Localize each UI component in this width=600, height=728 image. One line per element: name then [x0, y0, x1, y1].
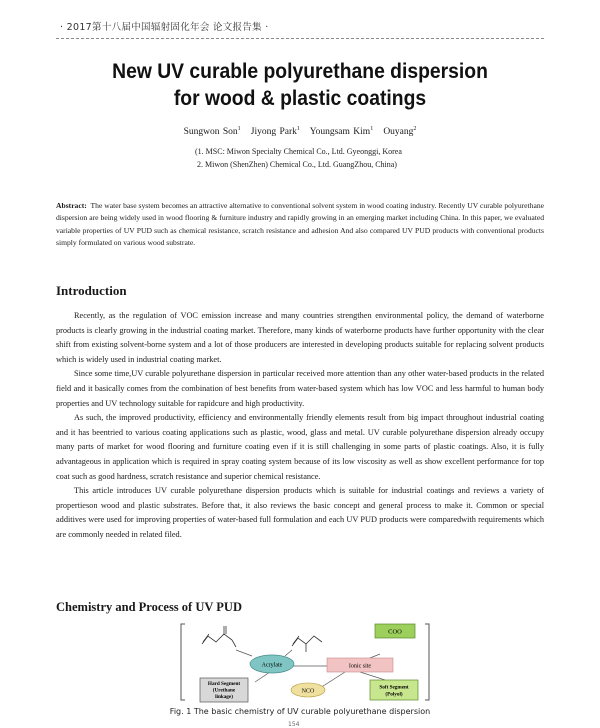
abstract-text: The water base system becomes an attractive alternative to conventional solvent system in wood coating industry. Recently UV curable polyurethane dispersion are being widely used in wood flooring & furniture industry and rapidly growing in an emerging market including China. In this paper, we evaluated variable properties of UV PUD such as chemical resistance, scratch resistance and adhesion And also compared UV PUD products with conventional products simply formulated on various wood substrate.: [56, 201, 544, 247]
soft-segment-label-2: (Polyol): [385, 691, 403, 698]
paragraph: Recently, as the regulation of VOC emission increase and many countries strengthen environmental policy, the demand of waterborne products is clearly growing in the industrial coating market. Therefore, many kinds of waterborne products have further opportunity with the clear shift from existing solvent-borne system and a lot of those producers are interested in developing products suitable for replacing solvent products which is widely used in industrial coating market.: [56, 311, 544, 364]
author-name: Jiyong Park: [250, 127, 297, 138]
figure-caption: Fig. 1 The basic chemistry of UV curable polyurethane dispersion: [169, 707, 431, 716]
chemistry-figure: [180, 620, 430, 704]
paper-title: [61, 58, 539, 112]
title-line-2: for wood & plastic coatings: [173, 87, 427, 110]
ionic-site-label: Ionic site: [348, 663, 372, 670]
author-list: [0, 126, 600, 137]
right-bracket: [425, 624, 429, 700]
left-bracket: [181, 624, 185, 700]
author-affil-mark: 1: [370, 126, 374, 132]
paragraph: Since some time,UV curable polyurethane dispersion in particular received more attention than any other water-based products in the related field and it basically comes from the combination of best benefits from water-based system which has low VOC and less harmful to human body properties and UV technology suitable for rapidcure and high productivity.: [56, 369, 544, 408]
hard-segment-label-1: Hard Segment: [207, 681, 241, 687]
paragraph: This article introduces UV curable polyurethane dispersion products which is suitable for industrial coatings and reviews a variety of propertieson wood and plastic substrates. Before that, it also reviews the basic concept and general process to make it. Common or special additives were used for improving properties of water-based full formulation and each UV PUD products were comparedwith requirements which are commonly needed in related filed.: [56, 486, 544, 539]
author-affil-mark: 1: [237, 126, 241, 132]
nco-label: NCO: [301, 688, 315, 695]
affiliation-line: (1. MSC: Miwon Specialty Chemical Co., Ltd. Gyeonggi, Korea: [195, 147, 402, 156]
running-header: · 2017第十八届中国辐射固化年会 论文报告集 ·: [60, 22, 269, 33]
chemistry-heading: Chemistry and Process of UV PUD: [56, 600, 242, 614]
author-affil-mark: 1: [296, 126, 300, 132]
abstract: [56, 200, 544, 249]
soft-segment-label-1: Soft Segment: [379, 684, 409, 691]
author-name: Youngsam Kim: [309, 127, 371, 138]
header-rule: [56, 38, 544, 39]
acrylate-label: Acrylate: [261, 662, 283, 669]
hard-segment-label-2: (Urethane: [212, 687, 236, 694]
title-line-1: New UV curable polyurethane dispersion: [112, 60, 488, 83]
page-number: 154: [288, 721, 300, 728]
introduction-body: [56, 309, 544, 543]
introduction-heading: Introduction: [56, 283, 127, 298]
acrylate-structure-right: [292, 636, 322, 652]
paragraph: As such, the improved productivity, efficiency and environmentally friendly elements result from big impact throughout industrial coating and it has beentried to various coating applications such as plastic, wood, glass and metal. UV curable polyurethane dispersion already occupy many parts of market for wood flooring and furniture coating even if it is still challenging in some parts of plastic coatings. Also, it is fully advantageous in application which is required in spray coating system because of its low viscosity as well as show excellent performance for top coat such as good hardness, scratch resistance and superior chemical resistance.: [56, 413, 544, 481]
abstract-label: Abstract:: [56, 201, 87, 210]
acrylate-structure-left: [202, 626, 236, 647]
affiliations: [195, 146, 402, 171]
affiliation-line: 2. Miwon (ShenZhen) Chemical Co., Ltd. GuangZhou, China): [197, 159, 397, 169]
author-name: Ouyang: [383, 127, 414, 138]
hard-segment-label-3: linkage): [215, 694, 233, 700]
author-name: Sungwon Son: [183, 127, 238, 138]
author-affil-mark: 2: [413, 126, 417, 132]
coo-label: COO: [388, 628, 402, 636]
